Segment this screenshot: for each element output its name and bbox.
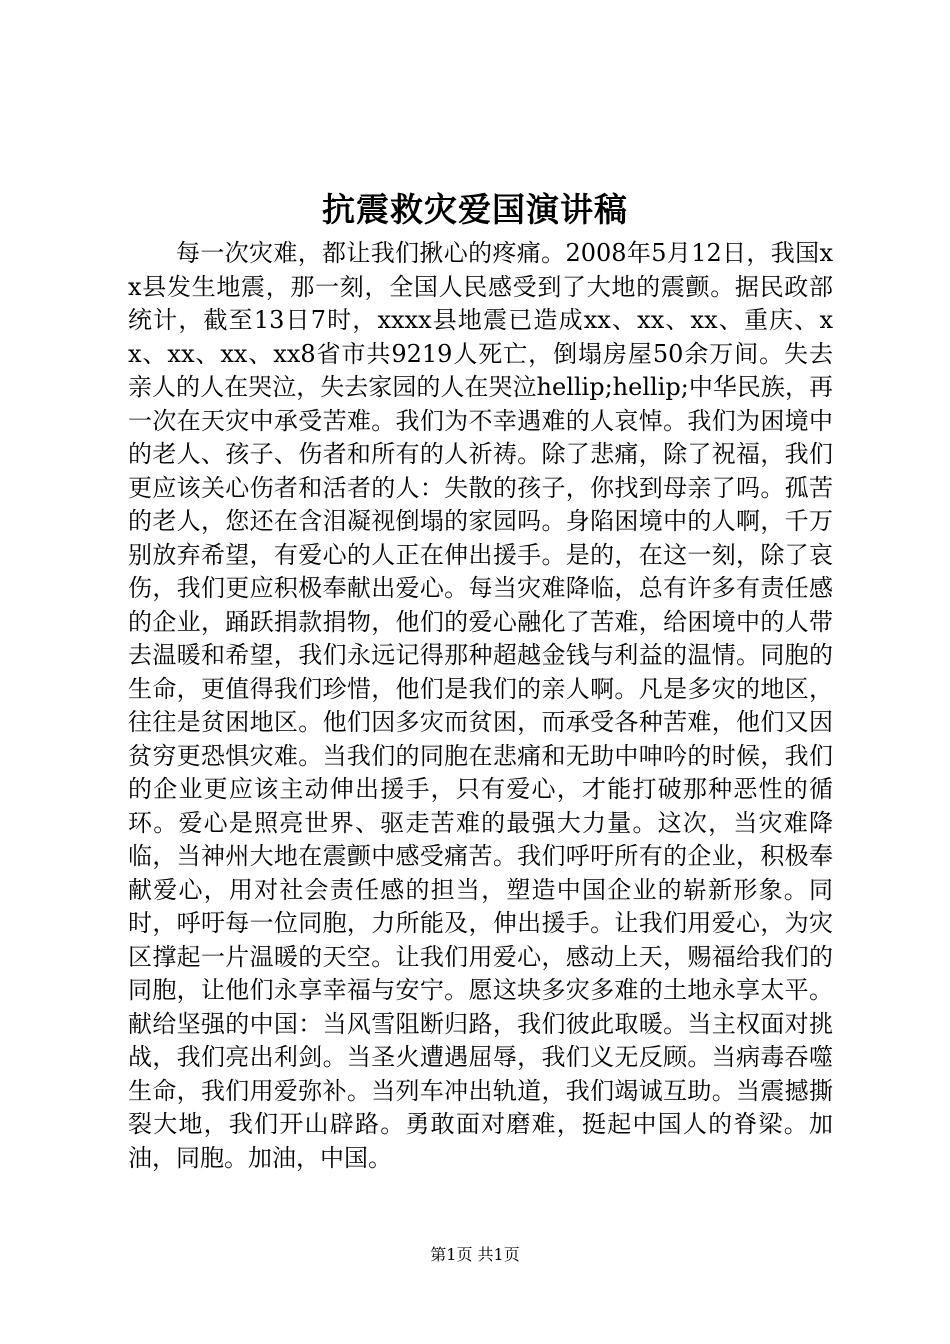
document-title: 抗震救灾爱国演讲稿 xyxy=(322,190,628,229)
body-paragraph: 每一次灾难，都让我们揪心的疼痛。2008年5月12日，我国xx县发生地震，那一刻，全国人民感受到了大地的震颤。据民政部统计，截至13日7时，xxxx县地震已造成xx、xx、xx、重庆、xx、xx、xx、xx8省市共9219人死亡，倒塌房屋50余万间。失去亲人的人在哭泣，失去家园的人在哭泣hellip;hellip;中华民族，再一次在天灾中承受苦难。我们为不幸遇难的人哀悼。我们为困境中的老人、孩子、伤者和所有的人祈祷。除了悲痛，除了祝福，我们更应该关心伤者和活者的人：失散的孩子，你找到母亲了吗。孤苦的老人，您还在含泪凝视倒塌的家园吗。身陷困境中的人啊，千万别放弃希望，有爱心的人正在伸出援手。是的，在这一刻，除了哀伤，我们更应积极奉献出爱心。每当灾难降临，总有许多有责任感的企业，踊跃捐款捐物，他们的爱心融化了苦难，给困境中的人带去温暖和希望，我们永远记得那种超越金钱与利益的温情。同胞的生命，更值得我们珍惜，他们是我们的亲人啊。凡是多灾的地区，往往是贫困地区。他们因多灾而贫困，而承受各种苦难，他们又因贫穷更恐惧灾难。当我们的同胞在悲痛和无助中呻吟的时候，我们的企业更应该主动伸出援手，只有爱心，才能打破那种恶性的循环。爱心是照亮世界、驱走苦难的最强大力量。这次，当灾难降临，当神州大地在震颤中感受痛苦。我们呼吁所有的企业，积极奉献爱心，用对社会责任感的担当，塑造中国企业的崭新形象。同时，呼吁每一位同胞，力所能及，伸出援手。让我们用爱心，为灾区撑起一片温暖的天空。让我们用爱心，感动上天，赐福给我们的同胞，让他们永享幸福与安宁。愿这块多灾多难的土地永享太平。献给坚强的中国：当风雪阻断归路，我们彼此取暖。当主权面对挑战，我们亮出利剑。当圣火遭遇屈辱，我们义无反顾。当病毒吞噬生命，我们用爱弥补。当列车冲出轨道，我们竭诚互助。当震撼撕裂大地，我们开山辟路。勇敢面对磨难，挺起中国人的脊梁。加油，同胞。加油，中国。 xyxy=(128,239,833,1172)
page-footer: 第1页 共1页 xyxy=(430,1245,520,1264)
